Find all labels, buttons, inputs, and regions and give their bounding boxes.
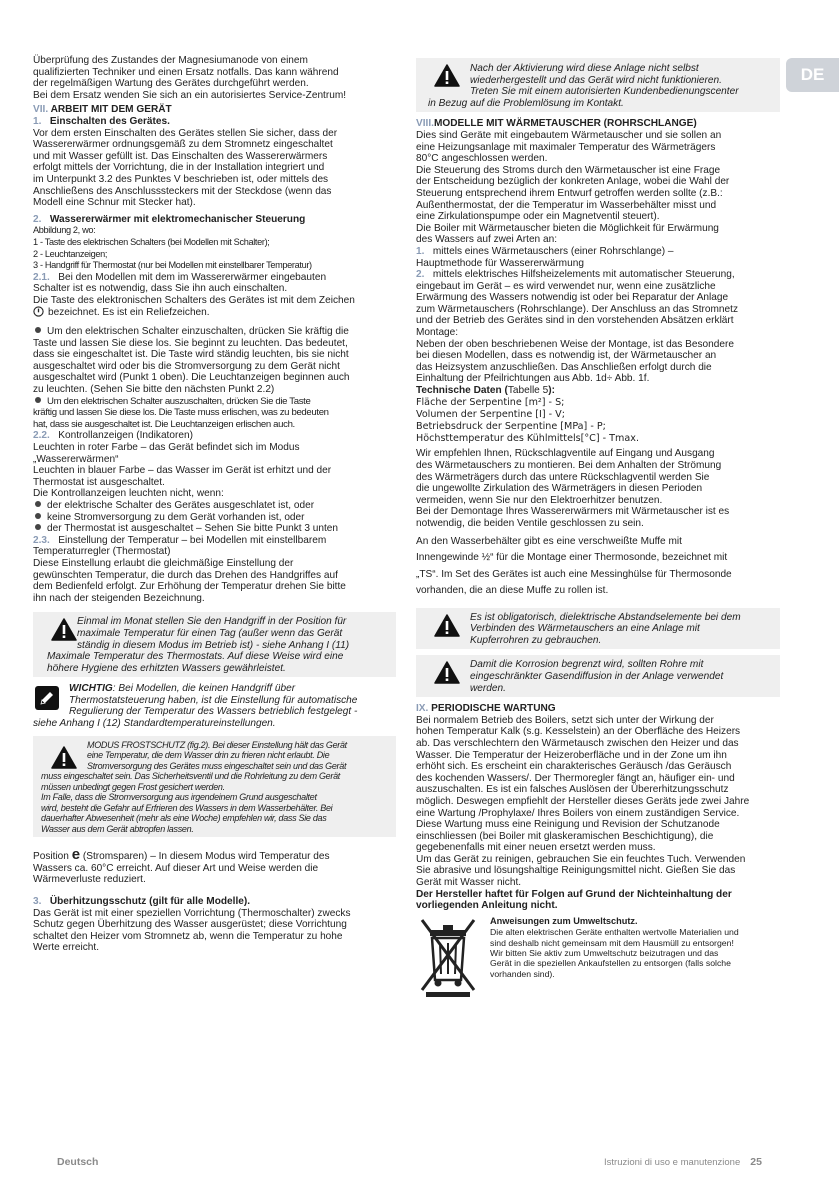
warning-icon xyxy=(51,746,77,772)
warning-icon xyxy=(434,614,460,641)
eco-mode-icon: e xyxy=(71,846,81,864)
section-vii-heading: VII. ARBEIT MIT DEM GERÄT xyxy=(33,104,172,116)
left-column xyxy=(33,55,396,954)
warning-icon xyxy=(434,661,460,688)
warning-box-activation: Nach der Aktivierung wird diese Anlage nicht selbst wiederhergestellt und das Gerät wird nicht funktionieren. Treten Sie mit einem autorisierten Kundenbedienungscenter in Bezug auf die Problemlösung im Kontakt. xyxy=(416,58,780,112)
environment-notice: Anweisungen zum Umweltschutz. Die alten elektrischen Geräte enthalten wertvolle Materialien und sind deshalb nicht gemeinsam mit dem Hausmüll zu entsorgen! Wir bitten Sie aktiv zum Umweltschutz beizutragen und das Gerät in die speziellen Ankaufstellen zu entsorgen (falls solche vorhanden sind). xyxy=(416,916,780,979)
bullet-icon xyxy=(35,327,41,333)
check-valve-paragraph: Wir empfehlen Ihnen, Rückschlagventile auf Eingang und Ausgang des Wärmetauschers zu montieren. Bei dem Anhalten der Strömung des Wärmeträgers durch das untere Rückschlagventil werden Sie die ungewollte Zirkulation des Wärmeträgers in diesen Perioden vermeiden, wenn Sie nur den Elektroerhitzer benutzen. Bei der Demontage Ihres Wassererwärmers mit Wärmetauscher ist es notwendig, die beiden Ventile geschlossen zu sein. xyxy=(416,448,730,529)
figure-legend-list: Abbildung 2, wo: 1 - Taste des elektrischen Schalters (bei Modellen mit Schalter); 2 - Leuchtanzeigen; 3 - Handgriff für Thermostat (nur bei Modellen mit einstellbarer Temperatur) xyxy=(33,225,312,271)
subsection-1-heading: 1. Einschalten des Gerätes. xyxy=(33,115,170,127)
bullet-switch-off: Um den elektrischen Schalter auszuschalten, drücken Sie die Taste kräftig und lassen Sie diese los. Die Taste muss erlischen, was zu bedeuten hat, dass sie ausgeschaltet ist. Die Leuchtanzeigen erlischen auch. xyxy=(33,395,329,430)
overheat-paragraph: Das Gerät ist mit einer speziellen Vorrichtung (Thermoschalter) zwecks Schutz gegen Überhitzung des Wasser ausgerüstet; diese Vorrichtung schaltet den Heizer vom Stromnetz ab, wenn die Temperatur zu hohe Werte erreicht. xyxy=(33,907,351,954)
section-ix-heading: IX. PERIODISCHE WARTUNG xyxy=(416,703,556,715)
bullet-icon xyxy=(35,397,41,403)
heat-exchanger-paragraph: Dies sind Geräte mit eingebautem Wärmetauscher und sie sollen an eine Heizungsanlage mit maximaler Temperatur des Wärmeträgers 80°C angeschlossen werden. Die Steuerung des Stroms durch den Wärmetauscher ist eine Frage der Entscheidung bezüglich der konkreten Anlage, wobei die Wahl der Steuerung entsprechend ihrem Entwurf getroffen werden sollte (z.B.: Außenthermostat, der die Temperatur im Wasserbehälter misst und eine Zirkulationspumpe oder ein Magnetventil steuert). Die Boiler mit Wärmetauscher bieten die Möglichkeit für Erwärmung des Wassers auf zwei Arten an: xyxy=(416,129,730,246)
page-number: 25 xyxy=(750,1156,762,1168)
warning-box-corrosion: Damit die Korrosion begrenzt wird, sollten Rohre mit eingeschränkter Gasendiffusion in der Anlage verwendet werden. xyxy=(416,655,780,697)
warning-icon xyxy=(51,618,77,645)
technical-data-heading: Technische Daten (Tabelle 5): xyxy=(416,385,555,397)
subsection-2-2-heading: 2.2. Kontrollanzeigen (Indikatoren) xyxy=(33,430,193,442)
maintenance-paragraph: Bei normalem Betrieb des Boilers, setzt sich unter der Wirkung der hohen Temperatur Kalk (s.g. Kesselstein) an der Oberfläche des Heizers ab. Das verschlechtern den Wärmetausch zwischen den Heizer und das Wasser. Die Temperatur der Heizeroberfläche und in der Zone um ihn erhöht sich. Es erscheint ein charakterisches Geräusch /das Geräusch des kochenden Wassers/. Der Thermoregler fängt an, häufiger ein- und auszuschalten. Es ist ein falsches Auslösen der Übererhitzungsschutz möglich. Deswegen empfiehlt der Hersteller dieses Geräts jede zwei Jahre eine Wartung /Prophylaxe/ Ihres Boilers von einem zuständigen Service. Diese Wartung muss eine Reinigung und Revision der Schutzanode einschliessen (bei Boiler mit glaskeramischen Beschichtigung), die gegebenenfalls mit einer neuen ersetzt werden muss. Um das Gerät zu reinigen, gebrauchen Sie ein feuchtes Tuch. Verwenden Sie abrasive und lösungshaltige Reinigungsmittel nicht. Gießen Sie das Gerät mit Wasser nicht. xyxy=(416,714,750,889)
subsection-2-3: 2.3. Einstellung der Temperatur – bei Modellen mit einstellbarem Temperaturregler (Thermostat) Diese Einstellung erlaubt die gleichmäßige Einstellung der gewünschten Temperatur, die durch das Drehen des Handgriffes auf dem Bedienfeld erfolgt. Zur Erhöhung der Temperatur drehen Sie bitte ihn nach der steigenden Bezeichnung. xyxy=(33,534,346,604)
footer-manual-info: Istruzioni di uso e manutenzione 25 xyxy=(604,1156,762,1168)
intro-paragraph: Überprüfung des Zustandes der Magnesiumanode von einem qualifizierten Techniker und einen Ersatz notfalls. Das kann während der regelmäßigen Wartung des Gerätes durchgeführt werden. Bei dem Ersatz wenden Sie sich an ein autorisiertes Service-Zentrum! xyxy=(33,55,347,101)
weee-bin-icon xyxy=(416,916,480,998)
position-eco-paragraph: Position e (Stromsparen) – In diesem Modus wird Temperatur des Wassers ca. 60°C erreicht. Auf dieser Art und Weise werden die Wärmeverluste reduziert. xyxy=(33,846,330,886)
important-note: WICHTIG: Bei Modellen, die keinen Handgriff über Thermostatsteuerung haben, ist die Einstellung für automatische Regulierung der Temperatur des Wassers betrieblich festgelegt - siehe Anhang I (12) Standardtemperatureinstellungen. xyxy=(33,683,358,730)
warning-box-dielectric: Es ist obligatorisch, dielektrische Abstandselemente bei dem Verbinden des Wärmetauschers an eine Anlage mit Kupferrohren zu gebrauchen. xyxy=(416,608,780,650)
technical-data-list: Fläche der Serpentine [m²] - S; Volumen der Serpentine [I] - V; Betriebsdruck der Serpentine [MPa] - P; Höchsttemperatur des Kühlmittels[°C] - Tmax. xyxy=(416,396,639,445)
indicator-lights-paragraph: Leuchten in roter Farbe – das Gerät befindet sich im Modus „Wassererwärmen“ Leuchten in blauer Farbe – das Wasser im Gerät ist erhitzt und der Thermostat ist ausgeschaltet. Die Kontrollanzeigen leuchten nicht, wenn: der elektrische Schalter des Gerätes ausgeschlatet ist, oder keine Stromversorgung zu dem Gerät vorhanden ist, oder der Thermostat ist ausgeschaltet – Sehen Sie bitte Punkt 3 unten xyxy=(33,442,339,535)
pencil-icon xyxy=(35,686,59,714)
language-tab[interactable]: DE xyxy=(786,58,839,92)
liability-statement: Der Hersteller haftet für Folgen auf Grund der Nichteinhaltung der vorliegenden Anleitung nicht. xyxy=(416,888,732,912)
bullet-icon xyxy=(35,524,41,530)
bullet-switch-on: Um den elektrischen Schalter einzuschalten, drücken Sie kräftig die Taste und lassen Sie diese los. Sie beginnt zu leuchten. Das bedeutet, dass sie eingeschaltet ist. Die Taste wird ständig leuchten, bis sie nicht ausgeschaltet wird oder bis die Stromversorgung zu dem Gerät nicht ausgeschaltet wird (Punkt 1 oben). Die Leuchtanzeigen beginnen auch zu leuchten. (Sehen Sie bitte den nächsten Punkt 2.2) xyxy=(33,326,350,396)
bullet-icon xyxy=(35,501,41,507)
right-column xyxy=(416,55,780,979)
footer-language: Deutsch xyxy=(57,1156,99,1168)
thermosonde-paragraph: An den Wasserbehälter gibt es eine verschweißte Muffe mit Innengewinde ½“ für die Montage einer Thermosonde, bezeichnet mit „TS“. Im Set des Gerätes ist auch eine Messinghülse für Thermosonde vorhanden, die an diese Muffe zu rollen ist. xyxy=(416,535,732,597)
switch-on-paragraph: Vor dem ersten Einschalten des Gerätes stellen Sie sicher, dass der Wassererwärmer ordnungsgemäß zu dem Stromnetz eingeschaltet und mit Wasser gefüllt ist. Das Einschalten des Wassererwärmers erfolgt mittels der Vorrichtung, die in der Installation integriert und im Unterpunkt 3.2 des Punktes V beschrieben ist, oder mittels des Anschließens des Anschlusssteckers mit der Steckdose (wenn das Modell eine Schnur mit Stecker hat). xyxy=(33,127,338,209)
subsection-3-heading: 3. Überhitzungsschutz (gilt für alle Modelle). xyxy=(33,895,251,907)
heating-methods: 1. mittels eines Wärmetauschers (einer Rohrschlange) – Hauptmethode für Wassererwärmung 2. mittels elektrisches Hilfsheizelements mit automatischer Steuerung, eingebaut im Gerät – es wird verwendet nur, wenn eine zusätzliche Erwärmung des Wassers notwendig ist oder bei Reparatur der Anlage zum Wärmetauschers (Rohrschlange). Der Anschluss an das Stromnetz und der Betrieb des Gerätes sind in den vorstehenden Absätzen erklärt Montage: Neben der oben beschriebenen Weise der Montage, ist das Besondere bei diesen Modellen, dass es notwendig ist, der Wärmetauscher an das Heizsystem anzuschließen. Das Anschließen erfolgt durch die Einhaltung der Pfeilrichtungen aus Abb. 1d÷ Abb. 1f. xyxy=(416,245,739,385)
subsection-2-heading: 2. Wassererwärmer mit elektromechanischer Steuerung xyxy=(33,213,306,225)
warning-icon xyxy=(434,64,460,91)
power-symbol-icon xyxy=(33,306,44,321)
section-viii-heading: VIII.MODELLE MIT WÄRMETAUSCHER (ROHRSCHLANGE) xyxy=(416,118,697,130)
warning-box-frost: MODUS FROSTSCHUTZ (fig.2). Bei dieser Einstellung hält das Gerät eine Temperatur, die dem Wasser drin zu frieren nicht erlaubt. Die Stromversorgung des Gerätes muss eingeschaltet sein und das Gerät muss eingeschaltet sein. Das Sicherheitsventil und die Rohrleitung zu dem Gerät müssen unbedingt gegen Frost gesichert werden. Im Falle, dass die Stromversorgung aus irgendeinem Grund ausgeschaltet wird, besteht die Gefahr auf Erfrieren des Wassers in dem Wasserbehälter. Bei dauerhafter Abwesenheit (mehr als eine Woche) empfehlen wir, dass Sie das Wasser aus dem Gerät abtropfen lassen. xyxy=(33,736,396,838)
subsection-2-1: 2.1. Bei den Modellen mit dem im Wassererwärmer eingebauten Schalter ist es notwendig, dass Sie ihn auch einschalten. Die Taste des elektronischen Schalters des Gerätes ist mit dem Zeichen bezeichnet. Es ist ein Reliefzeichen. xyxy=(33,272,396,321)
warning-box-monthly: Einmal im Monat stellen Sie den Handgriff in der Position für maximale Temperatur für einen Tag (außer wenn das Gerät ständig in diesem Modus im Betrieb ist) - siehe Anhang I (11) Maximale Temperatur des Thermostats. Auf diese Weise wird eine höhere Hygiene des erhitzten Wassers gewährleistet. xyxy=(33,612,396,677)
bullet-icon xyxy=(35,513,41,519)
